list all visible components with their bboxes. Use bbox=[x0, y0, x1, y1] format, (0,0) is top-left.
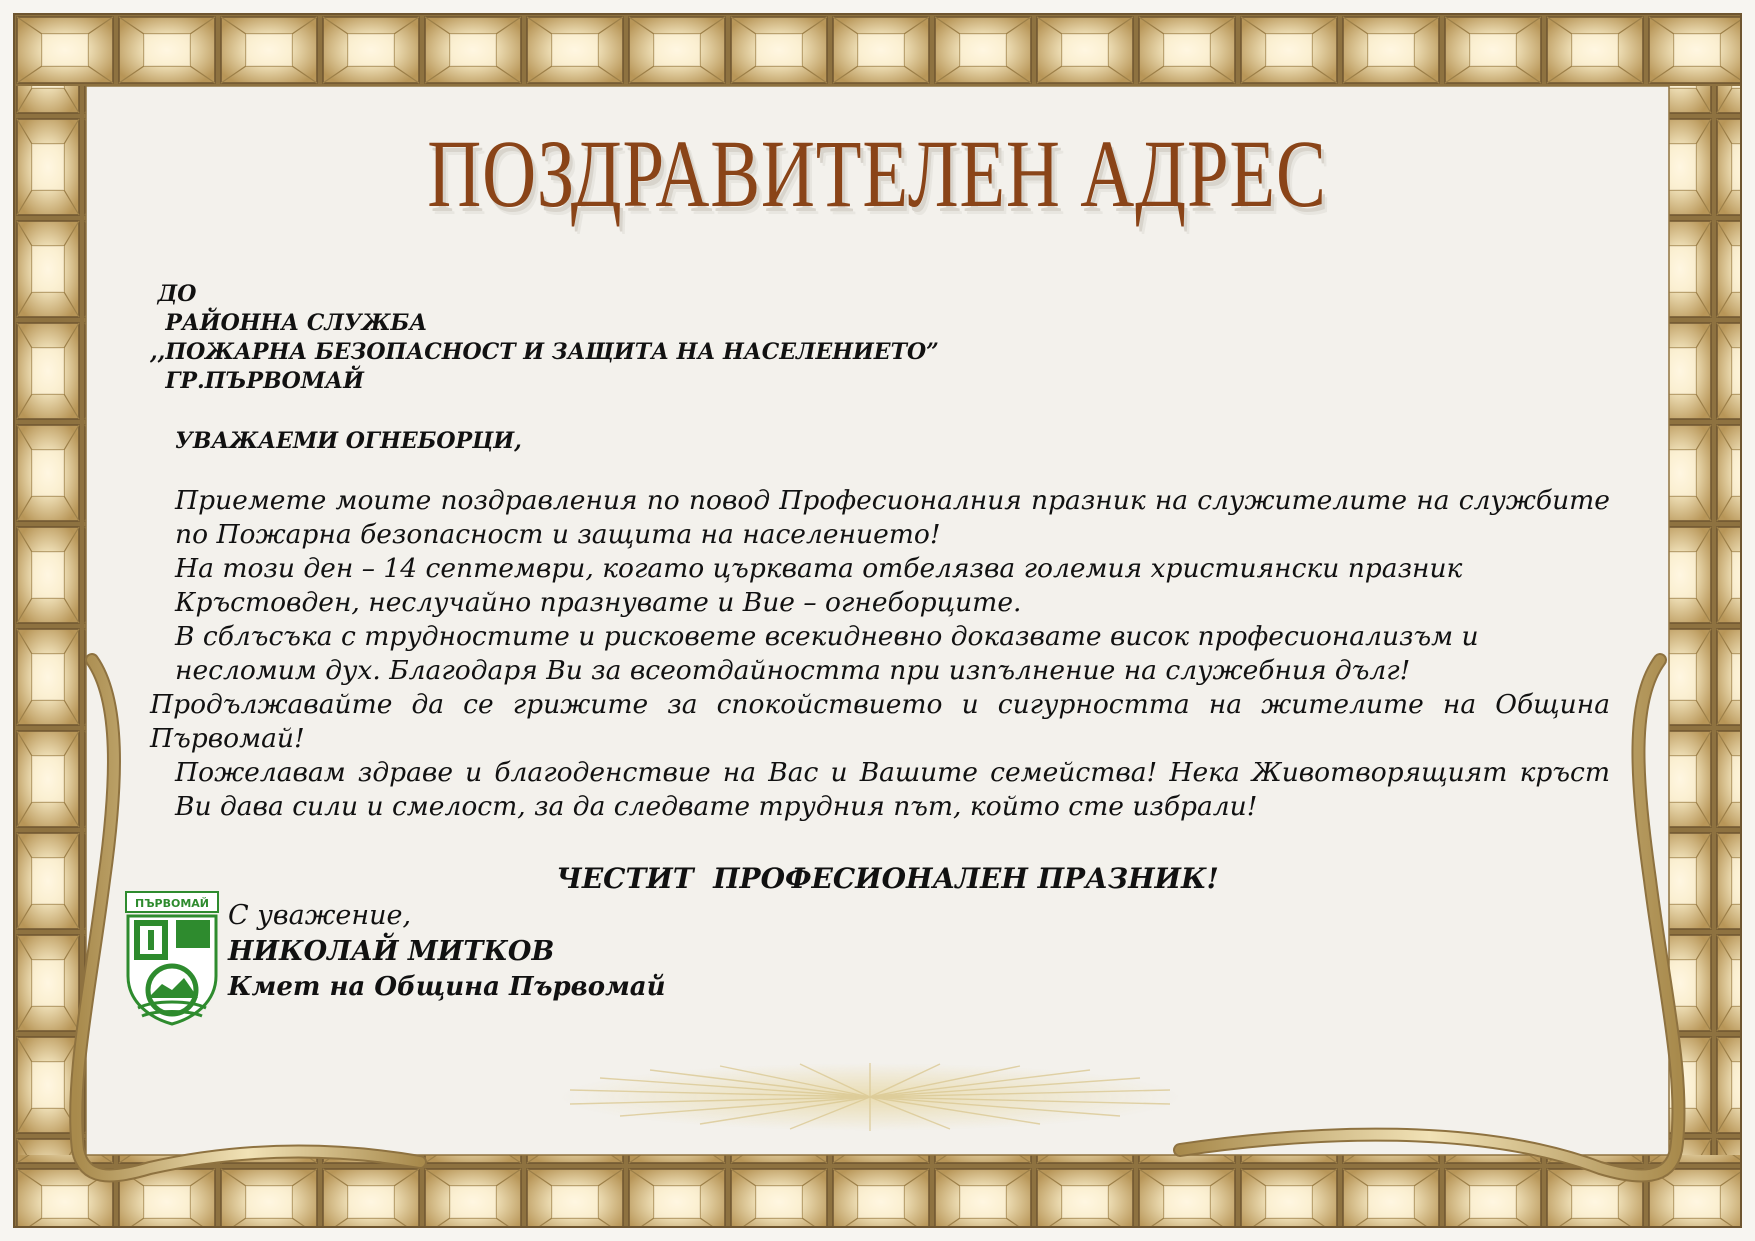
signature-name: НИКОЛАЙ МИТКОВ bbox=[228, 936, 555, 967]
congratulation-line: ЧЕСТИТ ПРОФЕСИОНАЛЕН ПРАЗНИК! bbox=[556, 862, 1219, 895]
body-paragraph: Пожелавам здраве и благоденствие на Вас и Вашите семейства! Нека Животворящият кръст Ви дава сили и смелост, за да следвате трудния път, който сте избрали! bbox=[175, 757, 1610, 822]
page-title: ПОЗДРАВИТЕЛЕН АДРЕС bbox=[427, 120, 1327, 227]
frame-bottom-band bbox=[14, 1155, 1741, 1227]
municipality-crest-icon bbox=[124, 890, 220, 1028]
body-paragraph: В сблъсъка с трудностите и рисковете всекидневно доказвате висок професионализъм и несломим дух. Благодаря Ви за всеотдайността при изпълнение на служебния дълг! bbox=[175, 621, 1479, 686]
frame-top-band bbox=[14, 14, 1741, 86]
recipient-line: ,,ПОЖАРНА БЕЗОПАСНОСТ И ЗАЩИТА НА НАСЕЛЕНИЕТО” bbox=[150, 339, 939, 365]
greeting: УВАЖАЕМИ ОГНЕБОРЦИ, bbox=[175, 428, 522, 454]
signature-regards: С уважение, bbox=[228, 900, 412, 931]
recipient-line: ГР.ПЪРВОМАЙ bbox=[150, 368, 364, 394]
recipient-line: ДО bbox=[150, 281, 197, 307]
body-paragraph: Приемете моите поздравления по повод Професионалния празник на служителите на службите по Пожарна безопасност и защита на населението! bbox=[175, 485, 1610, 550]
crest-label: ПЪРВОМАЙ bbox=[134, 897, 210, 910]
letter-body bbox=[150, 484, 1610, 824]
signature-position: Кмет на Община Първомай bbox=[228, 972, 666, 1002]
frame-right-band bbox=[1669, 86, 1741, 1155]
recipient-block bbox=[150, 280, 939, 396]
sunburst-ornament bbox=[560, 1063, 1180, 1131]
recipient-line: РАЙОННА СЛУЖБА bbox=[150, 310, 428, 336]
body-paragraph: На този ден – 14 септември, когато църквата отбелязва големия християнски празник Кръстовден, неслучайно празнувате и Вие – огнеборците. bbox=[175, 553, 1463, 618]
frame-left-band bbox=[14, 86, 86, 1155]
body-paragraph: Продължавайте да се грижите за спокойствието и сигурността на жителите на Община Първомай! bbox=[150, 689, 1610, 754]
